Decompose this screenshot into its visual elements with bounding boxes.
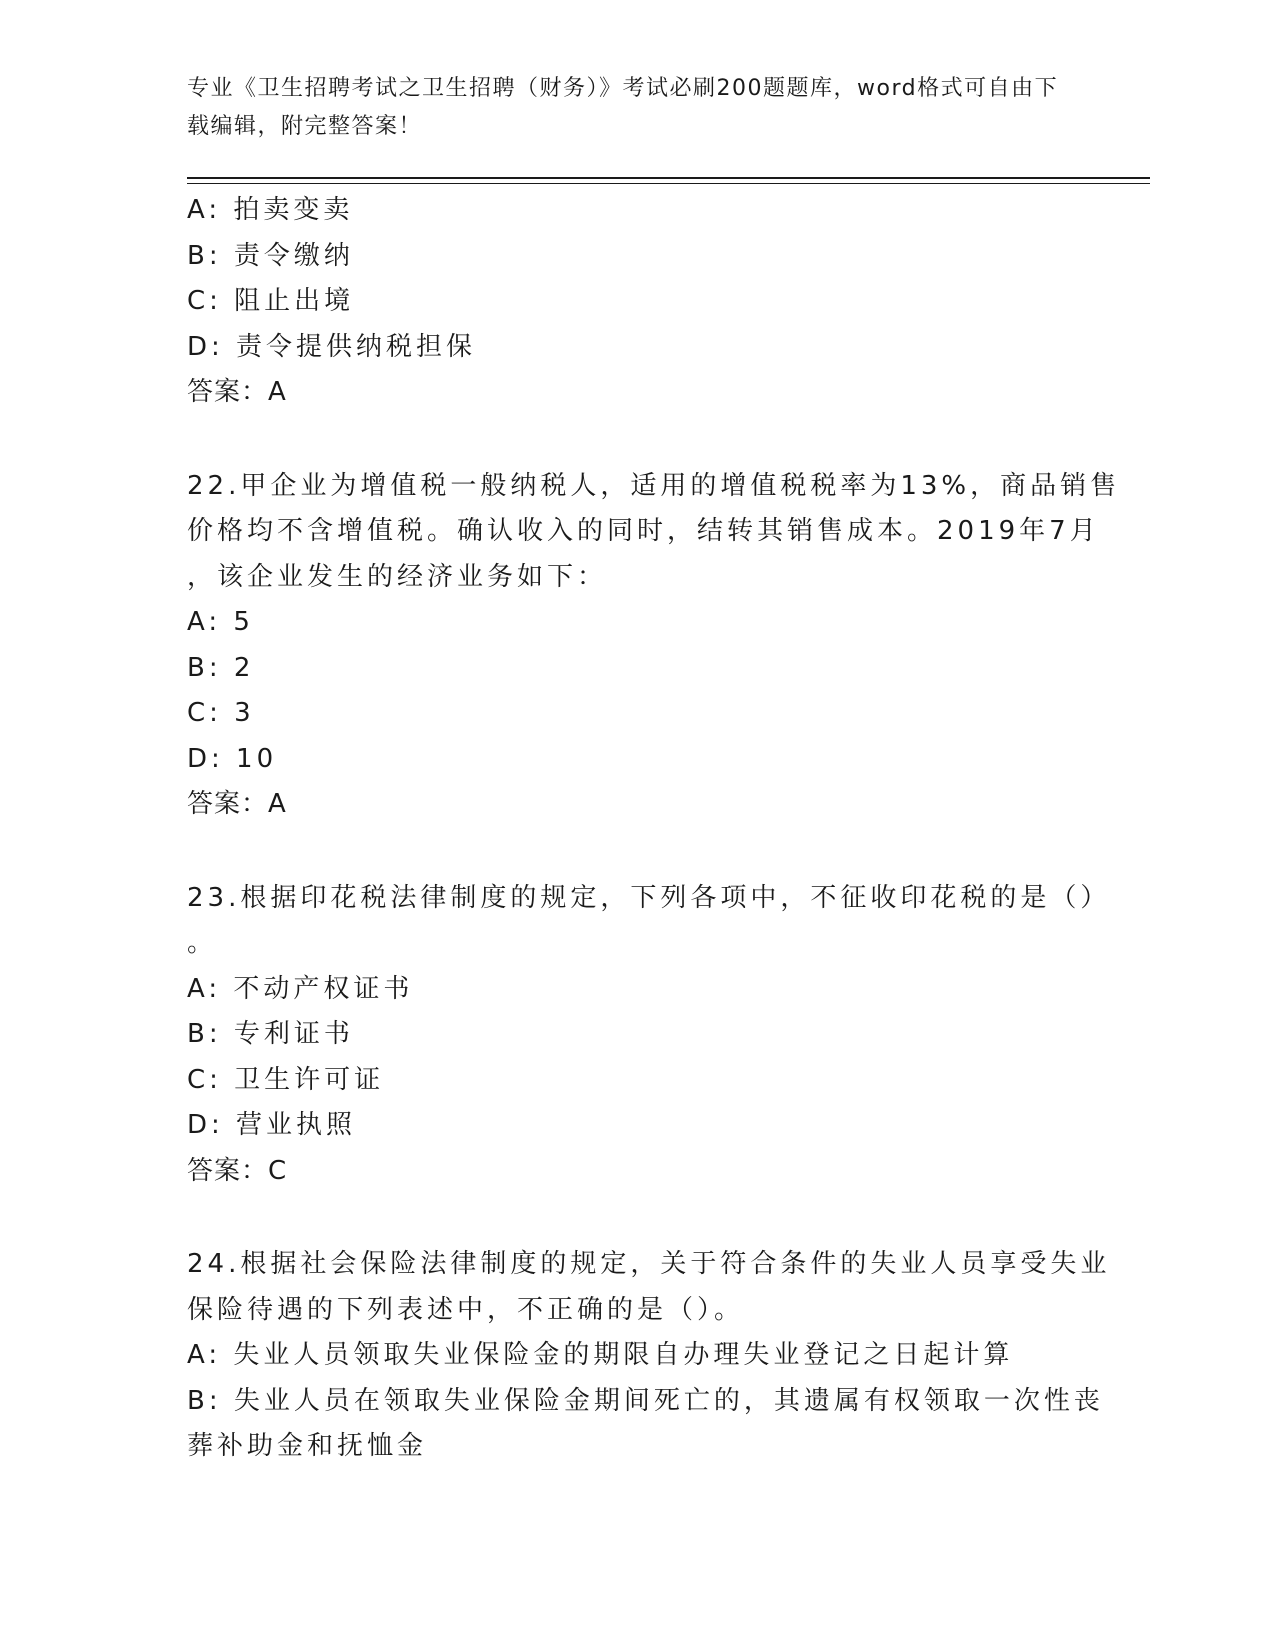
option-c: C: 3 (187, 698, 255, 728)
question-text-line: 价格均不含增值税。确认收入的同时，结转其销售成本。2019年7月 (187, 516, 1100, 546)
option-b: B: 专利证书 (187, 1019, 354, 1049)
answer: 答案：C (187, 1155, 288, 1186)
question-text-line: 保险待遇的下列表述中，不正确的是（）。 (187, 1294, 745, 1325)
option-b: B: 责令缴纳 (187, 240, 354, 271)
option-a: A: 拍卖变卖 (187, 195, 354, 225)
option-a: A: 失业人员领取失业保险金的期限自办理失业登记之日起计算 (187, 1340, 1014, 1370)
header-title: 专业《卫生招聘考试之卫生招聘（财务）》考试必刷200题题库，word格式可自由下载编辑，附完整答案！ (187, 76, 1059, 139)
option-a: A: 5 (187, 607, 254, 637)
header-divider-thin (187, 183, 1150, 184)
question-text-line: 23.根据印花税法律制度的规定，下列各项中，不征收印花税的是（） (187, 882, 1111, 913)
question-list (187, 188, 1121, 1470)
question-text-line: 。 (187, 928, 218, 958)
question-23 (187, 876, 1111, 1195)
question-text-line: 24.根据社会保险法律制度的规定，关于符合条件的失业人员享受失业 (187, 1249, 1111, 1279)
option-d: D: 10 (187, 743, 278, 774)
document-header (187, 70, 1067, 146)
option-d: D: 责令提供纳税担保 (187, 331, 477, 362)
option-c: C: 卫生许可证 (187, 1064, 385, 1095)
option-b-continued: 葬补助金和抚恤金 (187, 1431, 428, 1461)
answer: 答案：A (187, 377, 287, 407)
question-text-line: 22.甲企业为增值税一般纳税人，适用的增值税税率为13%，商品销售 (187, 470, 1121, 501)
header-divider-thick (187, 177, 1150, 179)
option-d: D: 营业执照 (187, 1110, 357, 1140)
option-b: B: 失业人员在领取失业保险金期间死亡的，其遗属有权领取一次性丧 (187, 1385, 1104, 1416)
question-text-line: ，该企业发生的经济业务如下： (187, 561, 608, 592)
option-a: A: 不动产权证书 (187, 973, 414, 1004)
answer: 答案：A (187, 789, 287, 819)
question-21 (187, 188, 1087, 416)
option-b: B: 2 (187, 652, 255, 683)
question-22 (187, 464, 1121, 828)
question-24 (187, 1242, 1111, 1470)
option-c: C: 阻止出境 (187, 286, 355, 316)
